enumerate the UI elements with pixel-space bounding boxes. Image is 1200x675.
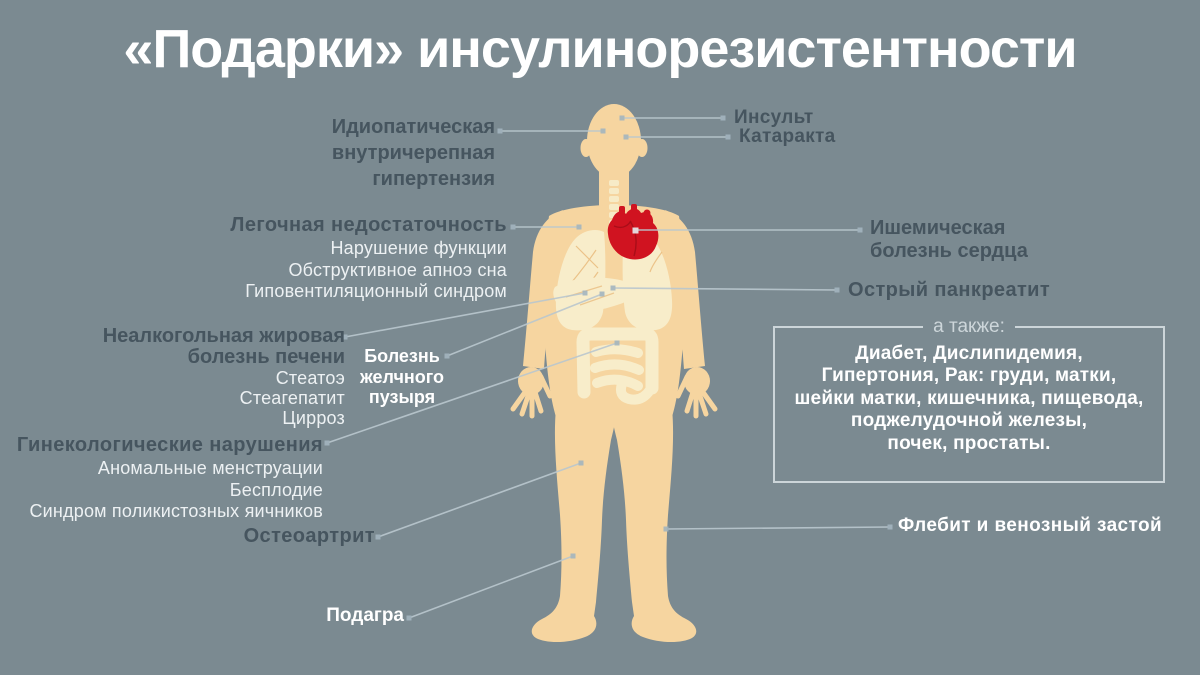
label-line: желчного	[359, 366, 445, 387]
label-line: внутричерепная	[331, 142, 495, 164]
label-subline: Бесплодие	[229, 479, 323, 500]
leg-left	[532, 408, 616, 642]
also-box	[773, 316, 1165, 483]
label-line: болезнь сердца	[870, 240, 1028, 262]
label-gynecological-disorders	[17, 433, 323, 523]
label-line: Ишемическая	[870, 217, 1006, 239]
also-box-line: Диабет, Дислипидемия,	[855, 343, 1083, 364]
label-subline: Нарушение функции	[330, 238, 507, 258]
label-subline: Цирроз	[282, 408, 345, 428]
label-pulmonary-insufficiency	[230, 213, 507, 303]
also-box-header-text: а также:	[923, 316, 1015, 337]
label-line: Болезнь	[364, 346, 440, 366]
label-idiopathic-hypertension	[332, 114, 495, 192]
also-box-body	[775, 328, 1163, 455]
also-box-line: почек, простаты.	[887, 432, 1051, 454]
also-box-header	[775, 316, 1163, 338]
label-line: Идиопатическая	[331, 116, 495, 138]
connector-phlebitis	[664, 525, 893, 532]
label-ischemic-heart-disease	[870, 217, 1028, 263]
also-box-line: шейки матки, кишечника, пищевода,	[794, 387, 1144, 409]
label-line: гипертензия	[372, 168, 495, 190]
label-subline: Стеатоэ	[275, 368, 345, 388]
label-subline: Аномальные менструации	[97, 458, 323, 478]
connector-osteoarthritis	[376, 461, 584, 540]
connector-gout	[407, 554, 576, 621]
label-gout: Подагра	[326, 605, 404, 626]
label-subline: Обструктивное апноэ сна	[288, 259, 507, 280]
label-subline: Стеагепатит	[239, 388, 345, 408]
label-subline: Гиповентиляционный синдром	[245, 281, 507, 301]
label-phlebitis: Флебит и венозный застой	[898, 515, 1163, 536]
label-cataract: Катаракта	[739, 126, 836, 147]
label-acute-pancreatitis: Острый панкреатит	[848, 279, 1051, 301]
also-box-line: поджелудочной железы,	[850, 410, 1088, 432]
label-heading: Легочная недостаточность	[230, 214, 507, 236]
label-fatty-liver-disease	[103, 326, 345, 428]
leg-right	[612, 408, 696, 642]
label-osteoarthritis: Остеоартрит	[243, 525, 375, 547]
label-subline: Синдром поликистозных яичников	[29, 501, 323, 521]
label-heading: Гинекологические нарушения	[16, 434, 323, 456]
label-gallbladder-disease	[350, 346, 454, 408]
page-title: «Подарки» инсулинорезистентности	[123, 19, 1077, 79]
label-stroke: Инсульт	[734, 107, 814, 128]
label-heading: болезнь печени	[187, 346, 345, 368]
label-heading: Неалкогольная жировая	[102, 325, 345, 347]
label-line: пузыря	[368, 387, 436, 407]
also-box-line: Гипертония, Рак: груди, матки,	[821, 365, 1117, 387]
